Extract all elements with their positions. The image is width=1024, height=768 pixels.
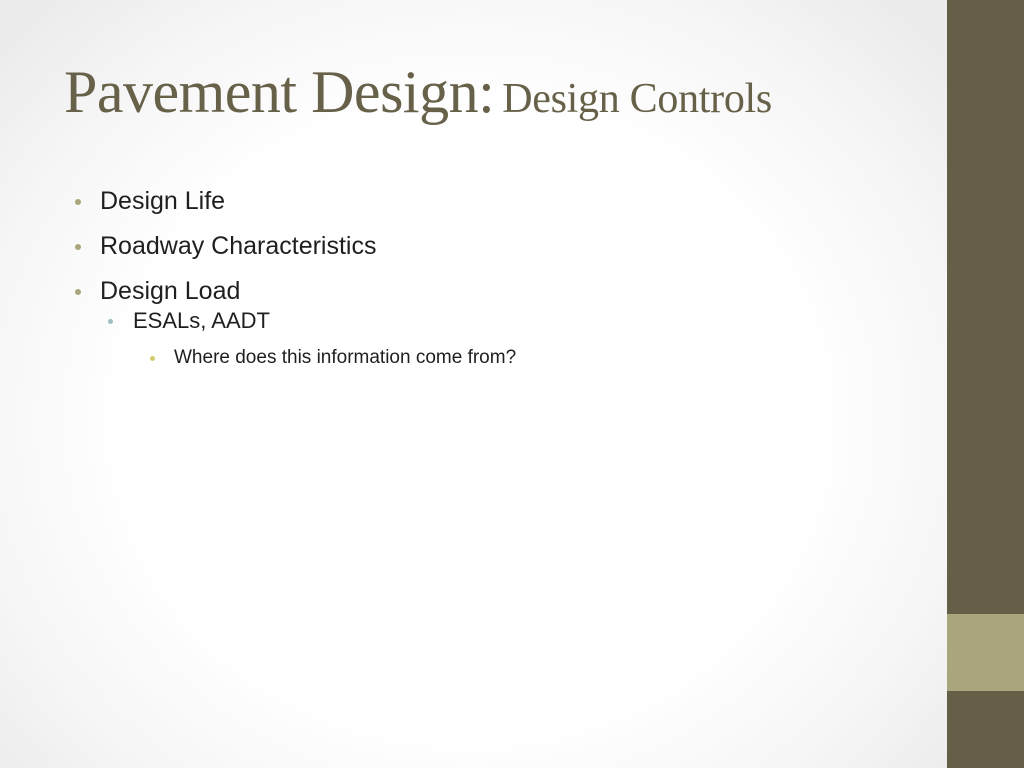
bullet-item: [72, 276, 516, 306]
bullet-dot-icon: [75, 289, 81, 295]
bullet-dot-icon: [75, 244, 81, 250]
bullet-dot-icon: [75, 199, 81, 205]
bullet-item: [72, 186, 516, 216]
sub-bullet-text: ESALs, AADT: [133, 308, 270, 333]
slide-title: [64, 59, 772, 125]
title-subtitle: Design Controls: [502, 76, 772, 122]
title-main: Pavement Design:: [64, 59, 495, 125]
bullet-text: Design Life: [100, 187, 226, 215]
bullet-dot-icon: [108, 319, 113, 324]
bullet-list: [72, 186, 516, 370]
bullet-text: Design Load: [100, 277, 241, 305]
sub-sub-bullet-text: Where does this information come from?: [174, 347, 517, 368]
sub-bullet-item: [72, 308, 516, 334]
sub-sub-bullet-item: [72, 346, 516, 370]
decorative-side-accent: [947, 614, 1024, 691]
bullet-text: Roadway Characteristics: [100, 232, 377, 260]
bullet-item: [72, 231, 516, 261]
bullet-dot-icon: [150, 356, 155, 361]
